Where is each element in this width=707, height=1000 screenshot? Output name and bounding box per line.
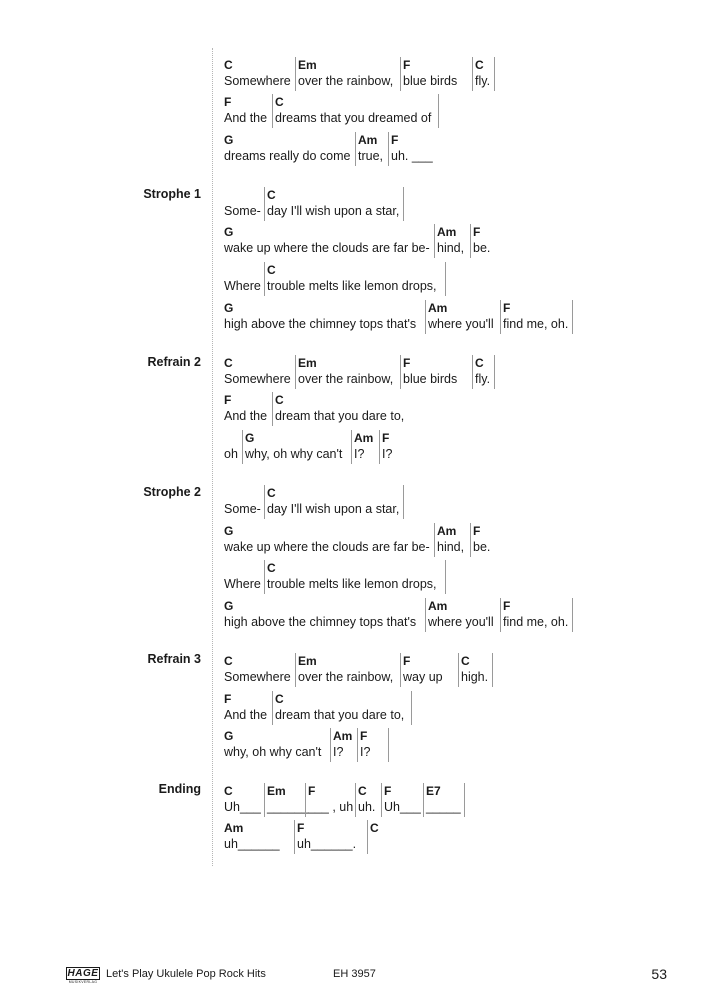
chord-segment [425, 598, 500, 632]
chord-label: G [224, 225, 234, 239]
chord-label: Am [437, 225, 457, 239]
lyric-text: I? [354, 447, 365, 461]
chord-segment [355, 783, 381, 817]
lyric-text: dreams really do come [224, 149, 351, 163]
lyric-text: oh [224, 447, 238, 461]
lyric-text: why, oh why can't [224, 745, 322, 759]
chord-label: G [245, 431, 255, 445]
chord-label: C [224, 654, 233, 668]
chord-label: G [224, 729, 234, 743]
chord-segment [264, 783, 309, 817]
chord-label: F [503, 301, 511, 315]
lyric-text: true, [358, 149, 384, 163]
chord-label: F [382, 431, 390, 445]
bar-line [403, 187, 404, 221]
chord-label: Am [333, 729, 353, 743]
chord-label: F [391, 133, 399, 147]
chord-label: Em [298, 58, 317, 72]
chord-label: C [275, 692, 284, 706]
chord-segment [355, 132, 388, 166]
chord-segment [470, 523, 494, 557]
lyric-text: Somewhere [224, 670, 291, 684]
lyric-text: Somewhere [224, 74, 291, 88]
chord-segment [500, 598, 572, 632]
lyric-text: high above the chimney tops that's [224, 615, 417, 629]
lyric-text: high above the chimney tops that's [224, 317, 417, 331]
bar-line [438, 94, 439, 128]
lyric-text: uh______ [224, 837, 280, 851]
lyric-text: I? [333, 745, 344, 759]
chord-label: C [267, 486, 276, 500]
chord-label: F [384, 784, 392, 798]
chord-segment [224, 94, 272, 128]
edition-code: EH 3957 [333, 968, 376, 980]
publisher-logo: HAGE [67, 968, 99, 979]
chord-segment [264, 560, 445, 594]
chord-segment [264, 485, 403, 519]
section-label: Ending [158, 782, 201, 796]
chord-segment [500, 300, 572, 334]
lyric-text: Where [224, 577, 261, 591]
lyric-text: blue birds [403, 74, 458, 88]
lyric-text: be. [473, 540, 491, 554]
chord-label: C [275, 393, 284, 407]
chord-label: Am [358, 133, 378, 147]
chord-segment [272, 392, 412, 426]
chord-label: C [275, 95, 284, 109]
chord-label: C [224, 356, 233, 370]
page-number: 53 [651, 966, 667, 982]
lyric-text: high. [461, 670, 489, 684]
chord-label: Am [354, 431, 374, 445]
chord-label: F [403, 654, 411, 668]
lyric-text: be. [473, 241, 491, 255]
lyric-text: uh. [358, 800, 376, 814]
bar-line [388, 728, 389, 762]
lyric-text: Uh___ [384, 800, 421, 814]
lyric-text: over the rainbow, [298, 670, 394, 684]
lyric-text: I? [360, 745, 371, 759]
section-label: Strophe 1 [143, 187, 201, 201]
chord-segment [224, 300, 425, 334]
lyric-text: ___ , uh [308, 800, 354, 814]
chord-segment [295, 653, 400, 687]
chord-segment [295, 57, 400, 91]
bar-line [572, 598, 573, 632]
chord-segment [224, 57, 295, 91]
chord-segment [224, 653, 295, 687]
chord-segment [242, 430, 351, 464]
chord-segment [388, 132, 444, 166]
chord-label: C [475, 58, 484, 72]
publisher-logo-subtitle: MUSIKVERLAG [68, 980, 98, 984]
lyric-text: over the rainbow, [298, 372, 394, 386]
chord-label: Em [298, 654, 317, 668]
book-title: Let's Play Ukulele Pop Rock Hits [106, 968, 266, 980]
chord-segment [367, 820, 387, 854]
lyric-text: way up [403, 670, 443, 684]
chord-segment [423, 783, 464, 817]
chord-segment [472, 57, 494, 91]
lyric-text: over the rainbow, [298, 74, 394, 88]
page-footer [66, 966, 667, 986]
chord-label: G [224, 524, 234, 538]
lyric-text: And the [224, 409, 268, 423]
section-label: Refrain 3 [147, 652, 201, 666]
chord-label: Am [428, 301, 448, 315]
chord-label: F [403, 356, 411, 370]
chord-label: F [224, 393, 232, 407]
chord-segment [425, 300, 500, 334]
dotted-margin-rule [212, 48, 213, 866]
chord-label: E7 [426, 784, 441, 798]
lyric-text: blue birds [403, 372, 458, 386]
lyric-text: wake up where the clouds are far be- [224, 241, 430, 255]
lyric-text: uh______. [297, 837, 357, 851]
chord-label: F [503, 599, 511, 613]
chord-segment [224, 430, 242, 464]
chord-label: Am [437, 524, 457, 538]
chord-label: F [360, 729, 368, 743]
chord-label: C [475, 356, 484, 370]
chord-label: Em [298, 356, 317, 370]
chord-segment [224, 187, 264, 221]
chord-segment [434, 523, 470, 557]
chord-segment [224, 224, 434, 258]
bar-line [494, 57, 495, 91]
bar-line [411, 691, 412, 725]
chord-label: C [224, 58, 233, 72]
bar-line [403, 485, 404, 519]
chord-segment [294, 820, 367, 854]
chord-segment [224, 262, 264, 296]
lyric-text: find me, oh. [503, 615, 569, 629]
lyric-text: wake up where the clouds are far be- [224, 540, 430, 554]
lyric-text: fly. [475, 74, 491, 88]
chord-segment [224, 728, 330, 762]
chord-segment [434, 224, 470, 258]
chord-segment [224, 132, 355, 166]
lyric-text: trouble melts like lemon drops, [267, 577, 437, 591]
bar-line [492, 653, 493, 687]
lyric-text: And the [224, 111, 268, 125]
chord-segment [351, 430, 379, 464]
lyric-text: hind, [437, 241, 465, 255]
chord-segment [264, 187, 403, 221]
chord-label: C [461, 654, 470, 668]
chord-label: G [224, 133, 234, 147]
chord-segment [400, 355, 472, 389]
lyric-text: Where [224, 279, 261, 293]
chord-segment [470, 224, 494, 258]
chord-label: Am [224, 821, 244, 835]
chord-label: F [308, 784, 316, 798]
chord-segment [224, 392, 272, 426]
lyric-text: Some- [224, 502, 261, 516]
chord-label: G [224, 599, 234, 613]
chord-label: Am [428, 599, 448, 613]
lyric-text: dreams that you dreamed of [275, 111, 432, 125]
chord-segment [224, 560, 264, 594]
lyric-text: uh. ___ [391, 149, 433, 163]
chord-segment [264, 262, 445, 296]
chord-segment [224, 783, 264, 817]
bar-line [445, 560, 446, 594]
chord-label: Em [267, 784, 286, 798]
chord-segment [400, 653, 458, 687]
bar-line [494, 355, 495, 389]
chord-label: F [473, 225, 481, 239]
chord-segment [295, 355, 400, 389]
chord-label: G [224, 301, 234, 315]
chord-label: C [370, 821, 379, 835]
bar-line [445, 262, 446, 296]
chord-label: C [224, 784, 233, 798]
lyric-text: where you'll [428, 317, 494, 331]
section-label: Refrain 2 [147, 355, 201, 369]
chord-segment [305, 783, 355, 817]
chord-label: C [267, 561, 276, 575]
lyric-text: I? [382, 447, 393, 461]
lyric-text: Uh___ [224, 800, 261, 814]
lyric-text: Somewhere [224, 372, 291, 386]
lyric-text: dream that you dare to, [275, 708, 405, 722]
lyric-text: find me, oh. [503, 317, 569, 331]
chord-label: C [267, 263, 276, 277]
chord-label: C [267, 188, 276, 202]
lyric-text: ______ [267, 800, 309, 814]
lyric-text: Some- [224, 204, 261, 218]
lyric-text: day I'll wish upon a star, [267, 204, 400, 218]
chord-segment [330, 728, 357, 762]
chord-segment [224, 355, 295, 389]
chord-label: C [358, 784, 367, 798]
chord-segment [224, 523, 434, 557]
lyric-text: why, oh why can't [245, 447, 343, 461]
chord-segment [472, 355, 494, 389]
lyric-text: And the [224, 708, 268, 722]
section-label: Strophe 2 [143, 485, 201, 499]
lyric-text: _____ [426, 800, 461, 814]
chord-segment [272, 94, 438, 128]
bar-line [464, 783, 465, 817]
chord-segment [458, 653, 492, 687]
bar-line [572, 300, 573, 334]
chord-segment [272, 691, 411, 725]
lyric-text: dream that you dare to, [275, 409, 405, 423]
chord-label: F [297, 821, 305, 835]
chord-segment [400, 57, 472, 91]
chord-label: F [473, 524, 481, 538]
lyric-text: fly. [475, 372, 491, 386]
chord-segment [224, 485, 264, 519]
lyric-text: hind, [437, 540, 465, 554]
chord-label: F [403, 58, 411, 72]
lyric-text: day I'll wish upon a star, [267, 502, 400, 516]
chord-label: F [224, 95, 232, 109]
chord-segment [224, 598, 425, 632]
chord-segment [224, 820, 294, 854]
chord-segment [379, 430, 407, 464]
chord-segment [381, 783, 423, 817]
chord-segment [357, 728, 388, 762]
lyric-text: trouble melts like lemon drops, [267, 279, 437, 293]
lyric-text: where you'll [428, 615, 494, 629]
chord-segment [224, 691, 272, 725]
chord-label: F [224, 692, 232, 706]
